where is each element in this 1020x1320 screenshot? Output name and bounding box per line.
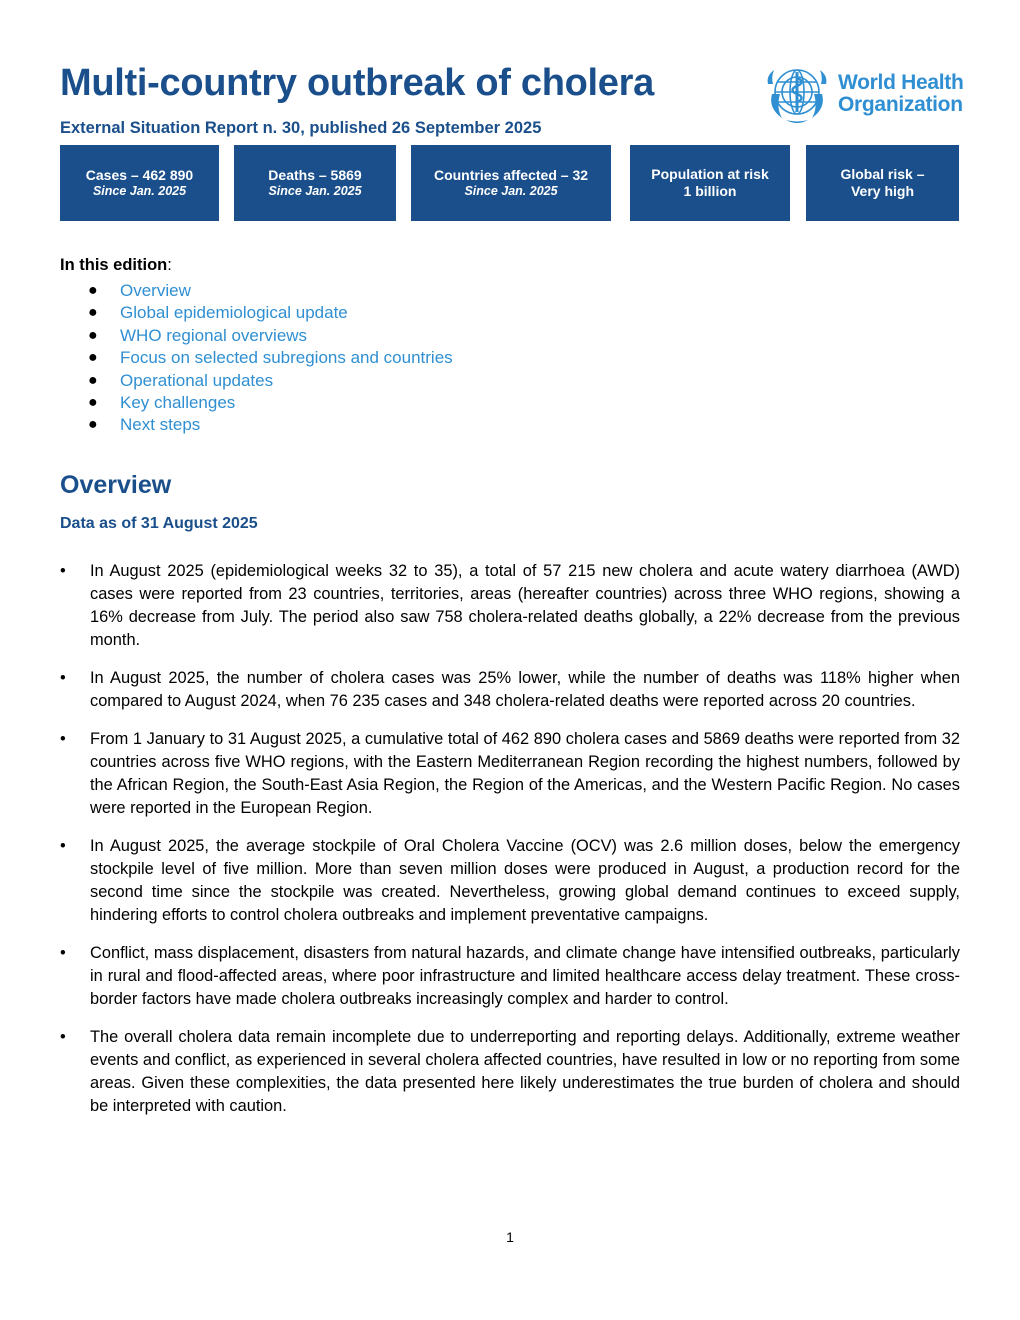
bullet-dot: ● xyxy=(88,282,98,299)
bullet-dot: ● xyxy=(88,393,98,411)
toc-link-focus-subregions[interactable]: Focus on selected subregions and countries xyxy=(120,348,453,368)
edition-heading-colon: : xyxy=(167,256,172,274)
bullet-dot: • xyxy=(60,837,66,855)
report-subtitle: External Situation Report n. 30, published 26 September 2025 xyxy=(60,119,542,137)
key-figure-label: Deaths – 5869 xyxy=(268,167,362,183)
key-figure-note: 1 billion xyxy=(683,183,737,199)
key-figure-note: Since Jan. 2025 xyxy=(268,184,362,198)
toc-link-overview[interactable]: Overview xyxy=(120,281,191,300)
toc-link-who-regional-overviews[interactable]: WHO regional overviews xyxy=(120,325,308,345)
key-figure-label: Population at risk xyxy=(651,166,769,182)
bullet-dot: • xyxy=(60,669,66,687)
bullet-dot: • xyxy=(60,1028,66,1046)
overview-bullet xyxy=(60,942,960,1011)
page-number: 1 xyxy=(506,1229,514,1245)
bullet-dot: ● xyxy=(88,371,98,389)
key-figure-note: Since Jan. 2025 xyxy=(464,184,558,198)
overview-bullet-text: From 1 January to 31 August 2025, a cumulative total of 462 890 cholera cases and 5869 deaths were reported from 32 countries across five WHO regions, with the Eastern Mediterranean Region recording the highest numbers, followed by the African Region, the South-East Asia Region, the Region of the Americas, and the Western Pacific Region. No cases were reported in the European Region. xyxy=(90,730,960,817)
overview-bullet xyxy=(60,1026,960,1118)
bullet-dot: ● xyxy=(88,416,98,434)
edition-heading xyxy=(60,256,172,275)
bullet-dot: • xyxy=(60,944,66,962)
toc-link-operational-updates[interactable]: Operational updates xyxy=(120,370,274,390)
key-figure-population-at-risk xyxy=(630,145,790,221)
key-figure-global-risk xyxy=(806,145,959,221)
key-figure-deaths xyxy=(234,145,396,221)
who-logo-line2: Organization xyxy=(838,93,963,116)
who-logo-line1: World Health xyxy=(838,71,964,94)
overview-bullet-text: In August 2025 (epidemiological weeks 32 to 35), a total of 57 215 new cholera and acute watery diarrhoea (AWD) cases were reported from 23 countries, territories, areas (hereafter countries) across three WHO regions, showing a 16% decrease from July. The period also saw 758 cholera-related deaths globally, a 22% decrease from the previous month. xyxy=(90,562,960,649)
overview-bullets xyxy=(60,560,960,1133)
toc-link-next-steps[interactable]: Next steps xyxy=(120,415,201,435)
bullet-dot: • xyxy=(60,730,66,748)
bullet-dot: ● xyxy=(88,326,98,344)
who-emblem-icon xyxy=(764,64,830,126)
who-logo xyxy=(764,64,964,126)
overview-bullet xyxy=(60,560,960,652)
bullet-dot: ● xyxy=(88,349,98,367)
overview-bullet-text: Conflict, mass displacement, disasters from natural hazards, and climate change have intensified outbreaks, particularly in rural and flood-affected areas, where poor infrastructure and limited healthcare access delay treatment. These cross-border factors have made cholera outbreaks increasingly complex and harder to control. xyxy=(90,944,960,1008)
toc-link-global-epidemiological-update[interactable]: Global epidemiological update xyxy=(120,303,348,323)
bullet-dot: • xyxy=(60,562,66,580)
key-figure-cases xyxy=(60,145,219,221)
overview-bullet xyxy=(60,667,960,713)
overview-bullet-text: The overall cholera data remain incomplete due to underreporting and reporting delays. Additionally, extreme weather events and conflict, as experienced in several cholera affected countries, have resulted in low or no reporting from some areas. Given these complexities, the data presented here likely underestimates the true burden of cholera and should be interpreted with caution. xyxy=(90,1028,960,1115)
key-figure-countries xyxy=(411,145,611,221)
data-as-of-heading: Data as of 31 August 2025 xyxy=(60,515,258,532)
key-figure-label: Countries affected – 32 xyxy=(433,167,589,183)
overview-bullet-text: In August 2025, the number of cholera cases was 25% lower, while the number of deaths was 118% higher when compared to August 2024, when 76 235 cases and 348 cholera-related deaths were reported across 20 countries. xyxy=(90,669,960,710)
bullet-dot: ● xyxy=(88,304,98,322)
key-figure-label: Global risk – xyxy=(840,166,925,182)
who-logo-text xyxy=(838,72,964,116)
report-title: Multi-country outbreak of cholera xyxy=(60,62,654,104)
edition-heading-text: In this edition xyxy=(60,256,168,274)
overview-bullet xyxy=(60,835,960,927)
key-figure-label: Cases – 462 890 xyxy=(85,167,194,183)
overview-bullet-text: In August 2025, the average stockpile of Oral Cholera Vaccine (OCV) was 2.6 million doses, below the emergency stockpile level of five million. More than seven million doses were produced in August, a production record for the second time since the stockpile was created. Nevertheless, growing global demand continues to exceed supply, hindering efforts to control cholera outbreaks and implement preventative campaigns. xyxy=(90,837,960,924)
key-figure-note: Since Jan. 2025 xyxy=(92,184,187,198)
key-figure-note: Very high xyxy=(850,183,915,199)
overview-heading: Overview xyxy=(60,471,172,499)
overview-bullet xyxy=(60,728,960,820)
toc-link-key-challenges[interactable]: Key challenges xyxy=(120,392,236,412)
